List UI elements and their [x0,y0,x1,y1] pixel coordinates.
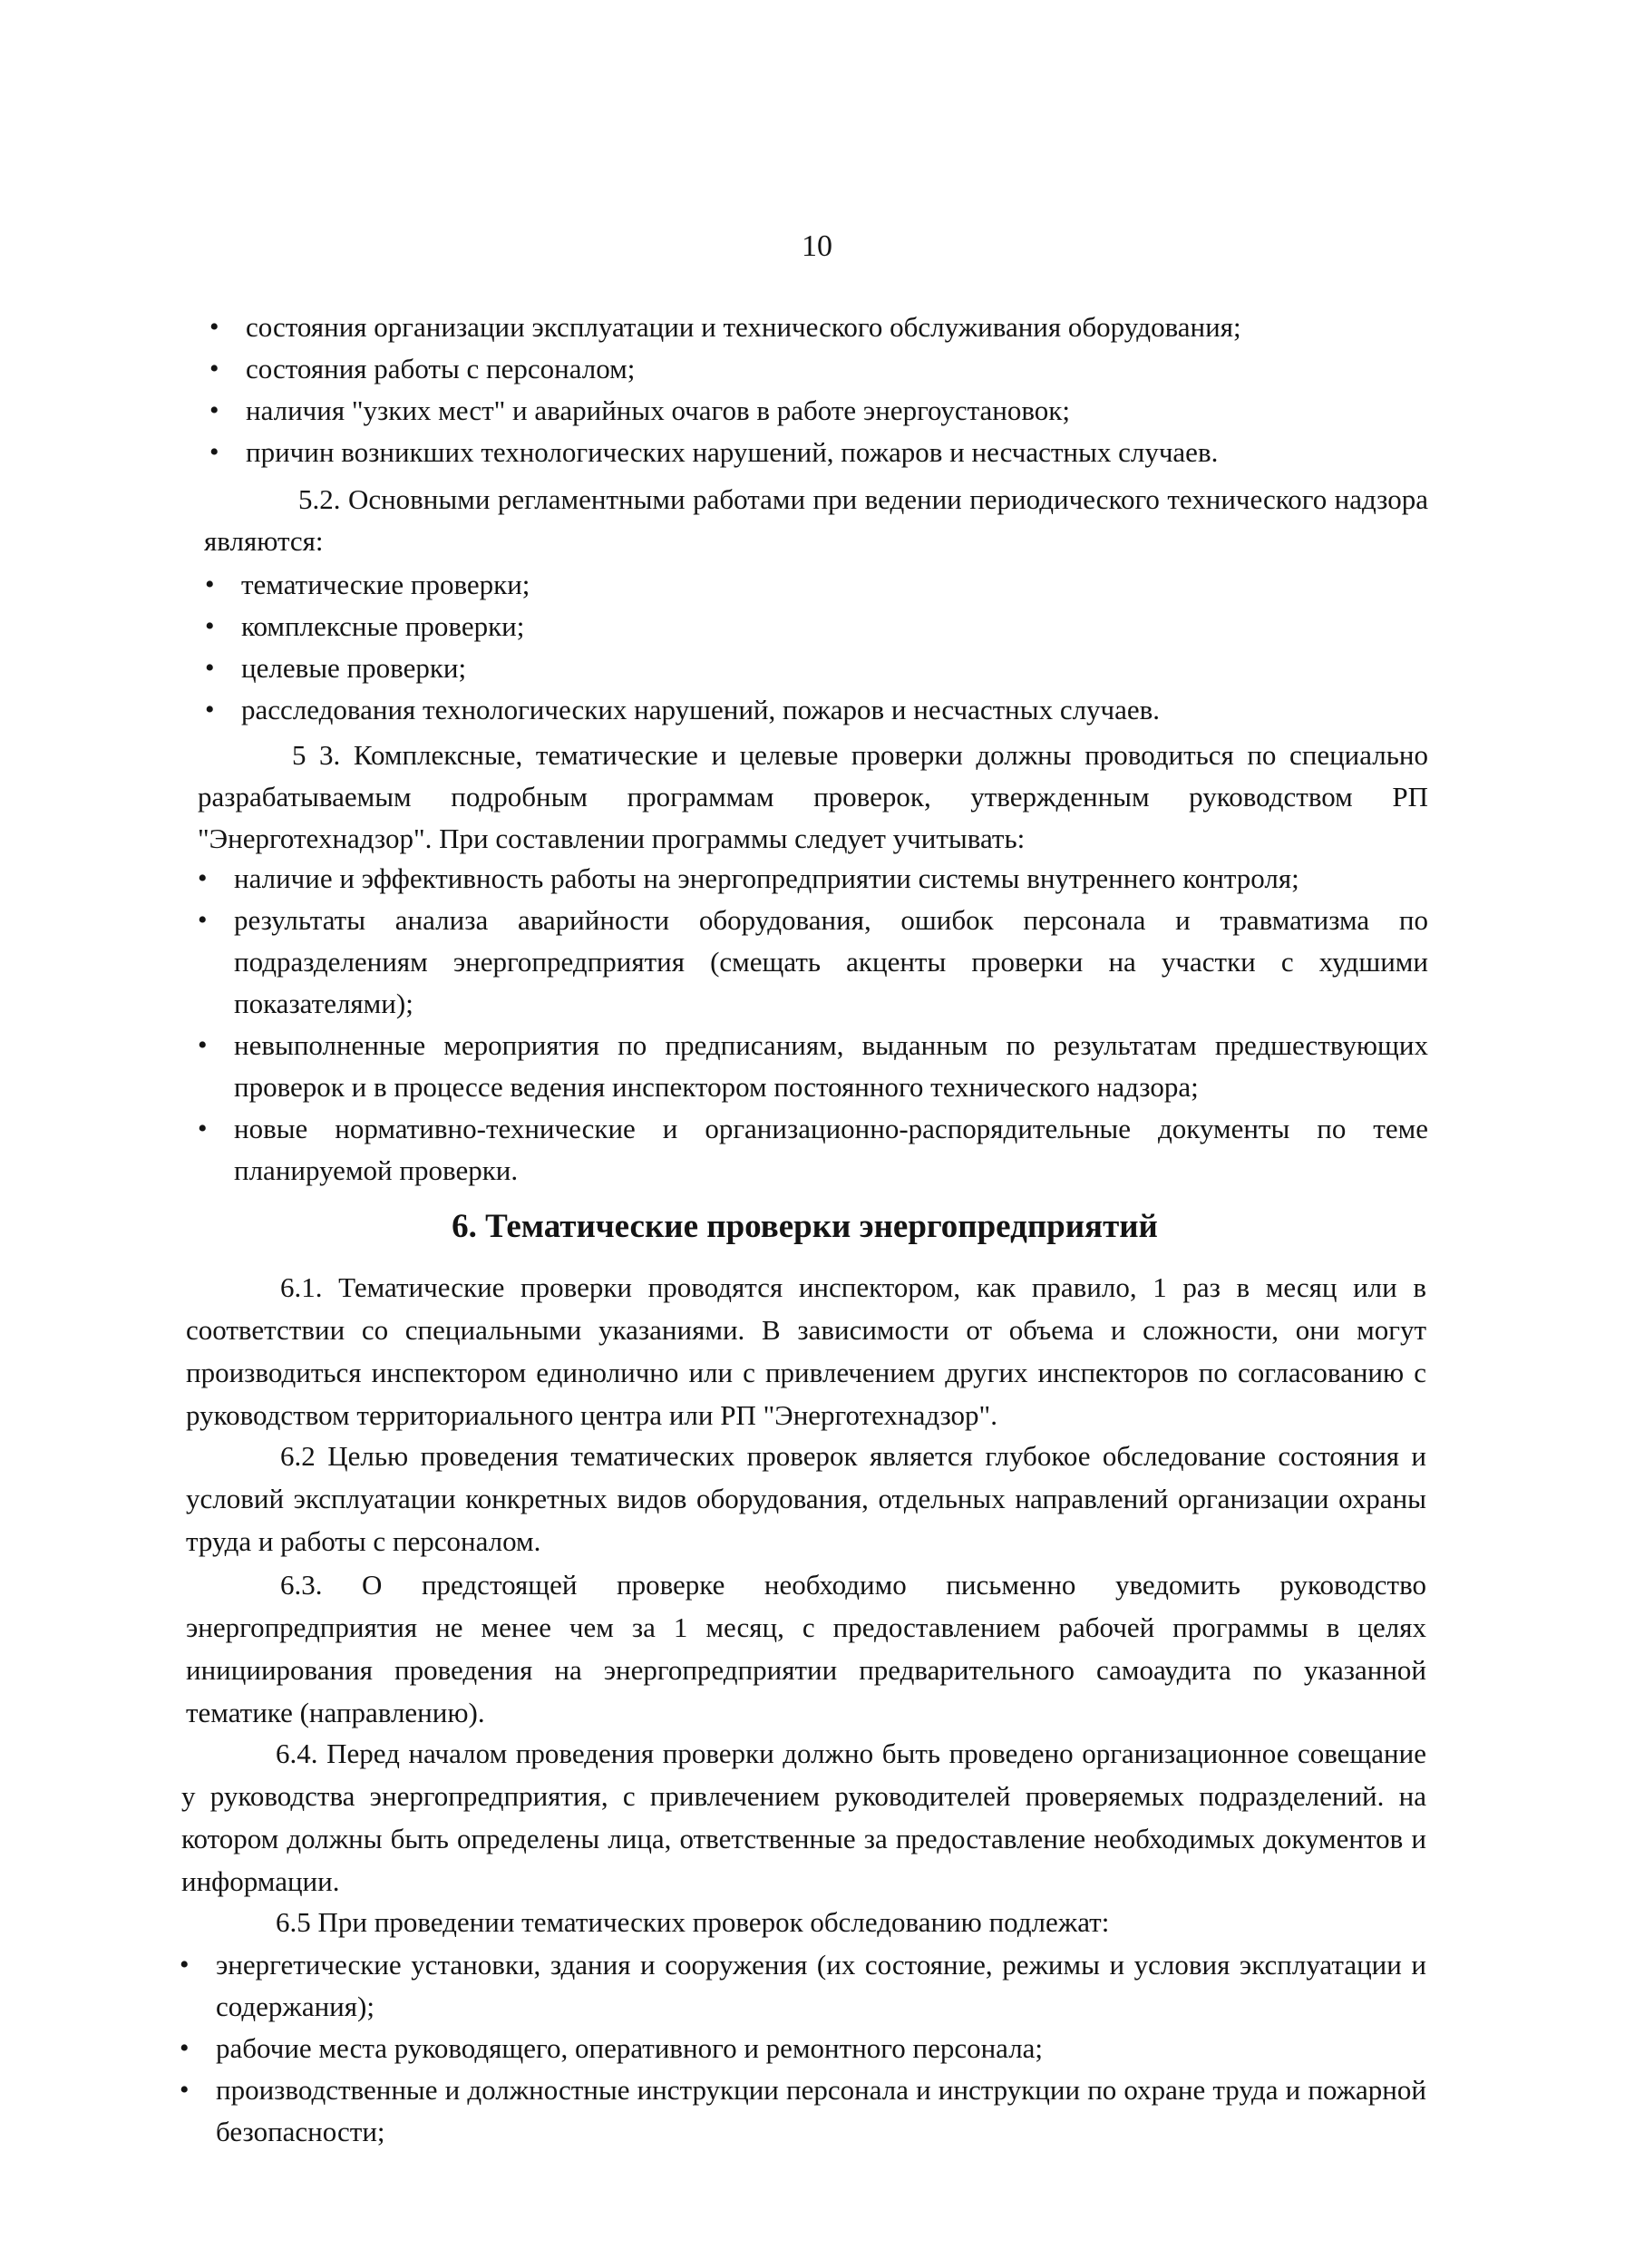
list-item: • тематические проверки; [199,564,1428,606]
bullet-list-5-2 [199,564,1428,731]
list-item: • причин возникших технологических нарушений, пожаров и несчастных случаев. [204,432,1428,473]
list-item: • новые нормативно-технические и организационно-распорядительные документы по теме планируемой проверки. [192,1108,1428,1192]
bullet-icon: • [205,569,215,599]
bullet-icon: • [209,312,219,342]
bullet-icon: • [209,354,219,384]
bullet-icon: • [198,1114,208,1144]
paragraph-5-3: 5 3. Комплексные, тематические и целевые проверки должны проводиться по специально разрабатываемым подробным программам проверок, утвержденным руководством РП "Энерготехнадзор". При составлении программы следует учитывать: [198,739,1428,854]
paragraph-6-4: 6.4. Перед началом проведения проверки должно быть проведено организационное совещание у руководства энергопредприятия, с привлечением руководителей проверяемых подразделений. на котором должны быть определены лица, ответственные за предоставление необходимых документов и информации. [181,1738,1426,1897]
list-item: • наличие и эффективность работы на энергопредприятии системы внутреннего контроля; [192,858,1428,900]
paragraph-6-2: 6.2 Целью проведения тематических проверок является глубокое обследование состояния и условий эксплуатации конкретных видов оборудования, отдельных направлений организации охраны труда и работы с персоналом. [186,1440,1426,1557]
bullet-icon: • [180,2033,190,2063]
bullet-icon: • [180,2075,190,2105]
list-item: • комплексные проверки; [199,606,1428,647]
bullet-icon: • [180,1950,190,1980]
page-number: 10 [802,229,832,263]
list-item: • рабочие места руководящего, оперативного и ремонтного персонала; [174,2028,1426,2069]
bullet-icon: • [205,695,215,725]
paragraph-6-1: 6.1. Тематические проверки проводятся инспектором, как правило, 1 раз в месяц или в соответствии со специальными указаниями. В зависимости от объема и сложности, они могут производиться инспектором единолично или с привлечением других инспекторов по согласованию с руководством территориального центра или РП "Энерготехнадзор". [186,1271,1426,1431]
list-item: • производственные и должностные инструкции персонала и инструкции по охране труда и пожарной безопасности; [174,2069,1426,2153]
bullet-icon: • [198,905,208,935]
section-heading: 6. Тематические проверки энергопредприятий [452,1208,1158,1245]
list-item: • энергетические установки, здания и сооружения (их состояние, режимы и условия эксплуатации и содержания); [174,1944,1426,2028]
list-item: • целевые проверки; [199,647,1428,689]
paragraph-5-2: 5.2. Основными регламентными работами при ведении периодического технического надзора являются: [204,483,1428,557]
bullet-icon: • [205,611,215,641]
bullet-icon: • [209,395,219,425]
list-item: • состояния работы с персоналом; [204,348,1428,390]
list-item: • невыполненные мероприятия по предписаниям, выданным по результатам предшествующих проверок и в процессе ведения инспектором постоянного технического надзора; [192,1025,1428,1108]
bullet-icon: • [198,863,208,893]
list-item: • расследования технологических нарушений, пожаров и несчастных случаев. [199,689,1428,731]
top-bullet-list [204,307,1428,473]
bullet-list-6-5 [174,1944,1426,2153]
bullet-icon: • [209,437,219,467]
list-item: • наличия "узких мест" и аварийных очагов в работе энергоустановок; [204,390,1428,432]
list-item: • результаты анализа аварийности оборудования, ошибок персонала и травматизма по подразделениям энергопредприятия (смещать акценты проверки на участки с худшими показателями); [192,900,1428,1025]
list-item: • состояния организации эксплуатации и технического обслуживания оборудования; [204,307,1428,348]
paragraph-6-3: 6.3. О предстоящей проверке необходимо письменно уведомить руководство энергопредприятия не менее чем за 1 месяц, с предоставлением рабочей программы в целях инициирования проведения на энергопредприятии предварительного самоаудита по указанной тематике (направлению). [186,1569,1426,1728]
bullet-icon: • [198,1030,208,1060]
bullet-list-5-3 [192,858,1428,1192]
bullet-icon: • [205,653,215,683]
paragraph-6-5: 6.5 При проведении тематических проверок обследованию подлежат: [276,1906,1110,1938]
